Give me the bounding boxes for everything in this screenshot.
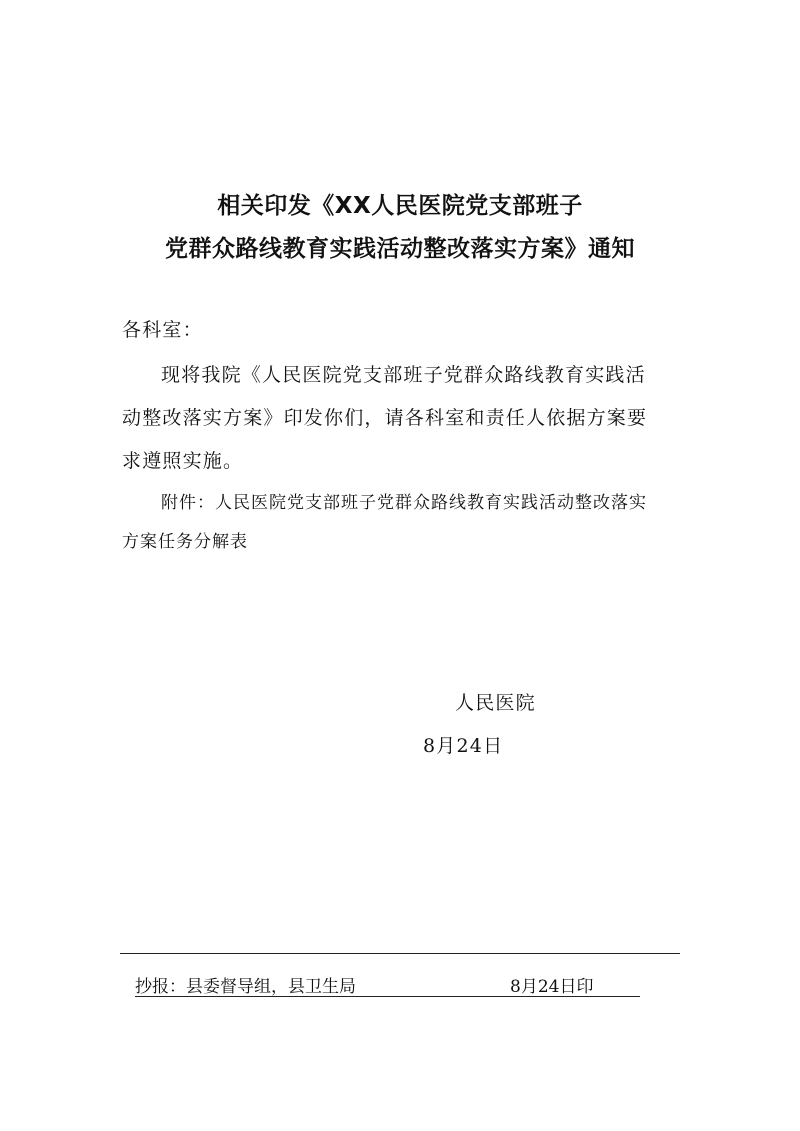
- body-paragraph-line: 动整改落实方案》印发你们，请各科室和责任人依据方案要: [122, 407, 648, 429]
- footer-print-date: 8月24日印: [510, 977, 594, 997]
- document-title-line-1: 相关印发《XX人民医院党支部班子: [217, 193, 583, 219]
- signature-date: 8月24日: [423, 735, 504, 757]
- body-paragraph-line: 现将我院《人民医院党支部班子党群众路线教育实践活: [161, 364, 646, 386]
- footer-cc-recipients: 抄报：县委督导组，县卫生局: [135, 977, 356, 997]
- body-paragraph-line: 求遵照实施。: [122, 450, 244, 472]
- attachment-line: 方案任务分解表: [122, 532, 248, 552]
- salutation: 各科室：: [122, 319, 203, 341]
- attachment-line: 附件：人民医院党支部班子党群众路线教育实践活动整改落实: [161, 493, 647, 513]
- signature-organization: 人民医院: [455, 692, 536, 714]
- document-title-line-2: 党群众路线教育实践活动整改落实方案》通知: [165, 236, 635, 262]
- footer-divider: [120, 953, 680, 954]
- footer-cc-line: [135, 972, 640, 997]
